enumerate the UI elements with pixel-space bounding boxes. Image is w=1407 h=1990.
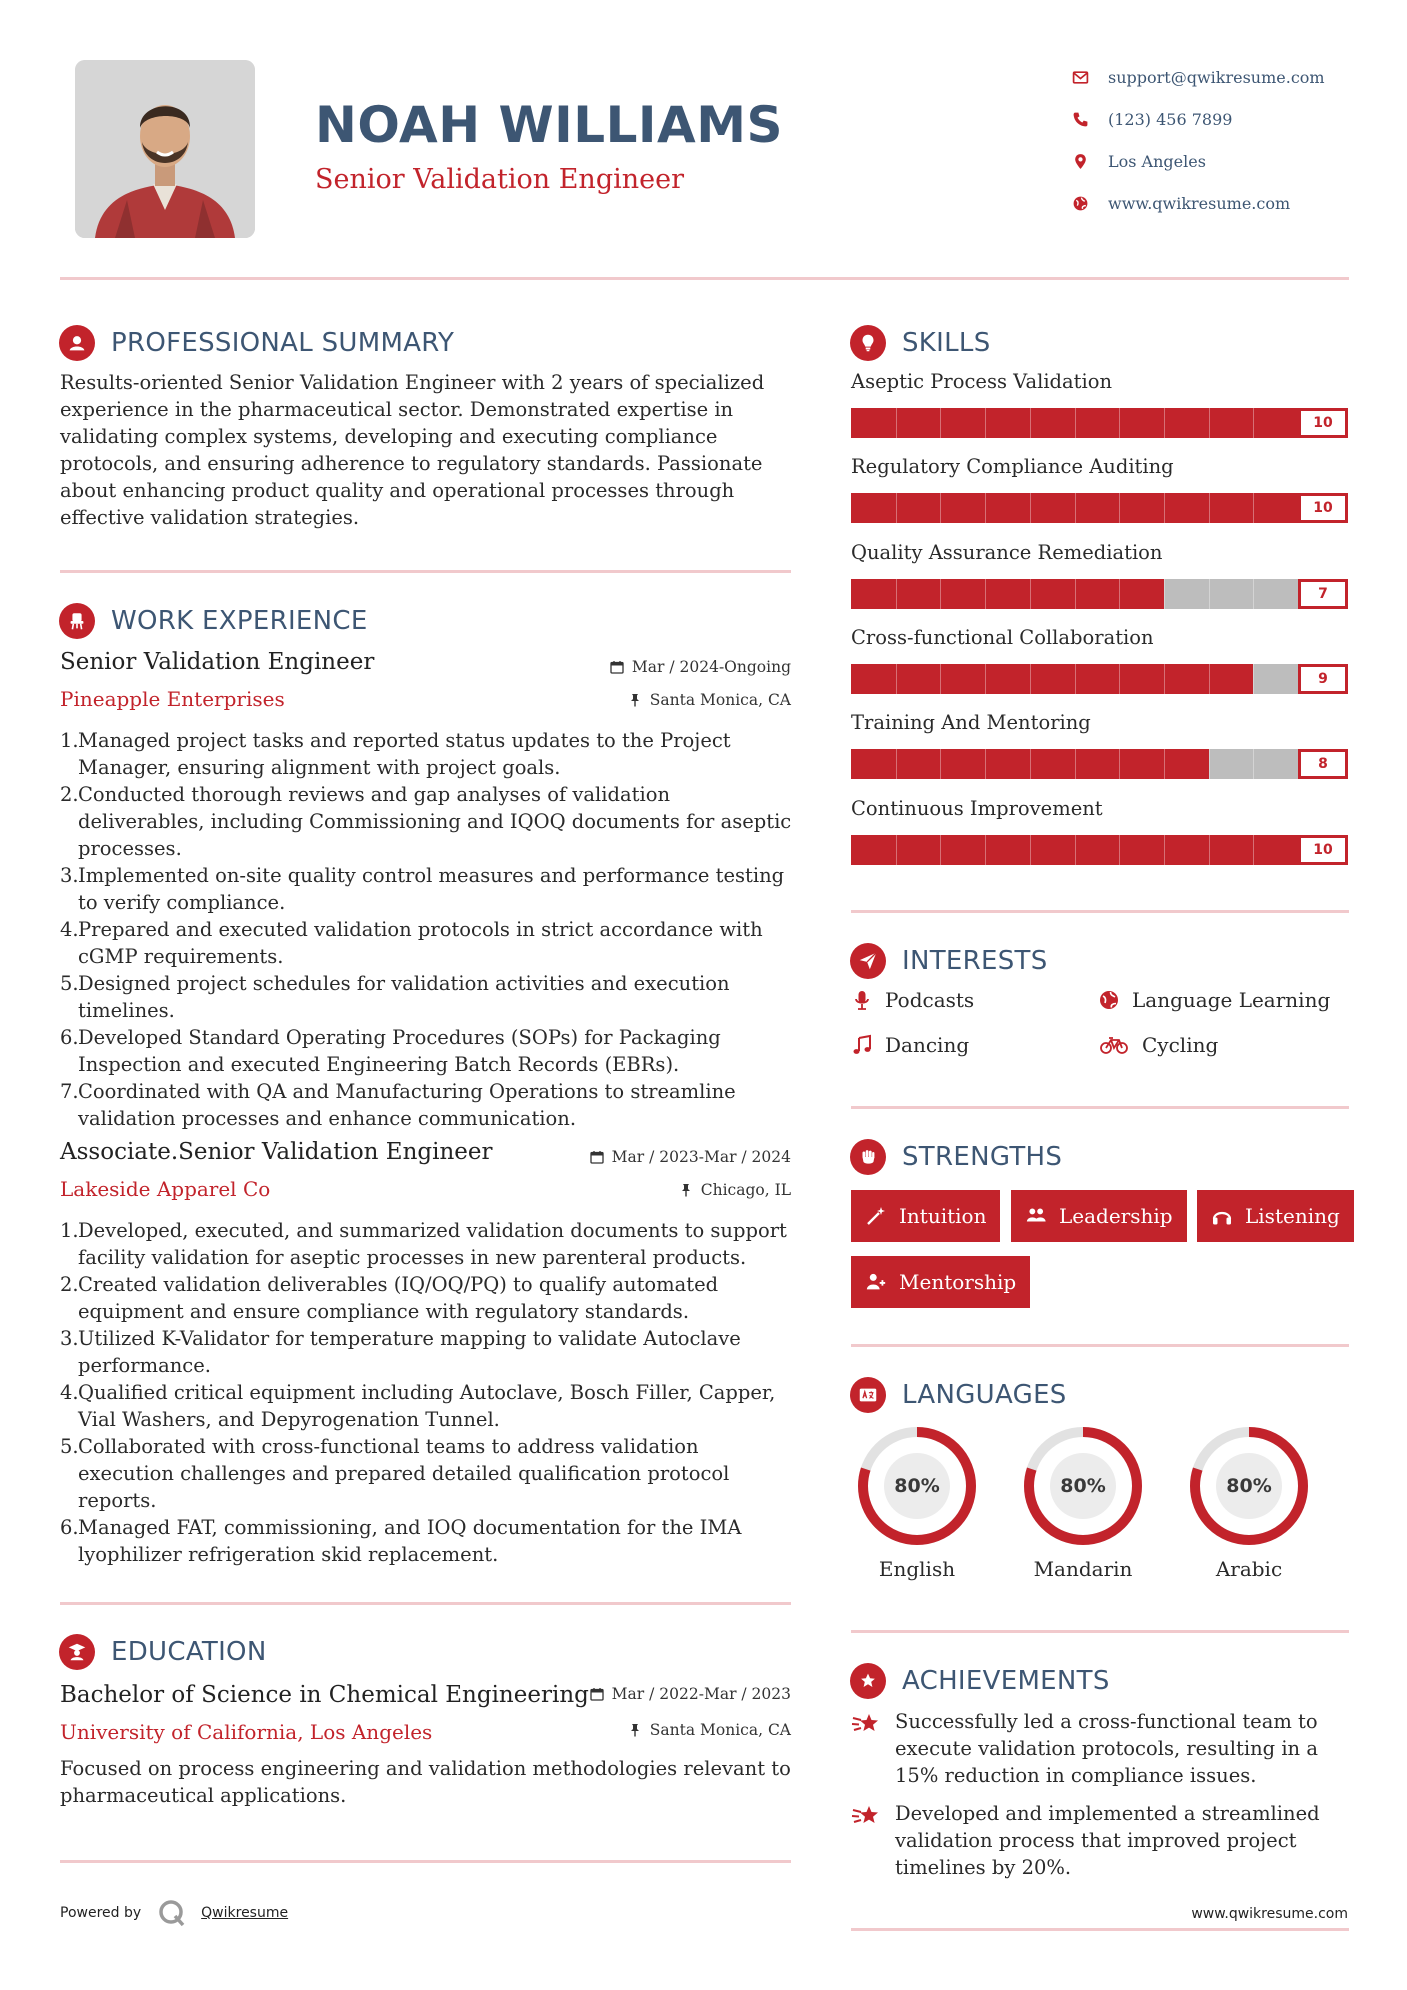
language-percent: 80% bbox=[1060, 1475, 1106, 1497]
skill-item bbox=[851, 370, 1348, 438]
skill-bar bbox=[851, 579, 1348, 609]
candidate-title: Senior Validation Engineer bbox=[315, 164, 684, 195]
skill-bar-fill bbox=[851, 493, 1348, 523]
globe-icon bbox=[1098, 989, 1120, 1011]
star-badge-icon bbox=[857, 1670, 879, 1692]
qwikresume-link[interactable]: Qwikresume bbox=[201, 1905, 289, 1921]
job-title: Senior Validation Engineer bbox=[60, 649, 375, 675]
list-item: Developed Standard Operating Procedures (SOPs) for Packaging Inspection and executed Engineering Batch Records (EBRs). bbox=[78, 1026, 721, 1076]
interest-label: Podcasts bbox=[885, 988, 975, 1012]
calendar-icon bbox=[590, 1687, 604, 1701]
location-icon bbox=[1072, 153, 1089, 170]
skill-bar-fill bbox=[851, 835, 1348, 865]
summary-divider bbox=[60, 570, 791, 573]
skill-bar-segment bbox=[1075, 749, 1076, 779]
strength-label: Leadership bbox=[1059, 1204, 1173, 1228]
skill-bar-segment bbox=[985, 579, 986, 609]
skill-bar-segment bbox=[1209, 493, 1210, 523]
skill-item bbox=[851, 626, 1348, 694]
skill-bar-segment bbox=[940, 664, 941, 694]
contact-website[interactable] bbox=[1072, 182, 1372, 224]
skill-name: Continuous Improvement bbox=[851, 796, 1103, 820]
list-item: Coordinated with QA and Manufacturing Operations to streamline validation processes and enhance communication. bbox=[78, 1080, 736, 1130]
achievement-item bbox=[851, 1708, 1351, 1789]
language-ring bbox=[1022, 1425, 1144, 1547]
language-name: English bbox=[878, 1557, 956, 1581]
skill-bar-segment bbox=[1164, 664, 1165, 694]
skill-bar-segment bbox=[1119, 579, 1120, 609]
contact-list bbox=[1072, 56, 1372, 224]
powered-by-text: Powered by bbox=[60, 1905, 142, 1921]
job-dates bbox=[500, 1148, 791, 1166]
pushpin-icon bbox=[679, 1183, 693, 1197]
skill-name: Training And Mentoring bbox=[851, 711, 1091, 735]
contact-location bbox=[1072, 140, 1372, 182]
skill-bar-segment bbox=[1030, 408, 1031, 438]
strength-chip-mentorship bbox=[851, 1256, 1030, 1308]
language-ring bbox=[856, 1425, 978, 1547]
skill-item bbox=[851, 797, 1348, 865]
skill-bar bbox=[851, 835, 1348, 865]
skill-bar-segment bbox=[940, 408, 941, 438]
skill-bar-segment bbox=[896, 664, 897, 694]
experience-heading: WORK EXPERIENCE bbox=[111, 606, 368, 636]
skill-name: Quality Assurance Remediation bbox=[851, 540, 1163, 564]
experience-divider bbox=[60, 1602, 791, 1605]
list-item: Collaborated with cross-functional teams to address validation execution challenges and prepared detailed qualification protocol reports. bbox=[78, 1435, 730, 1512]
user-circle-icon bbox=[66, 332, 88, 354]
achievements-heading: ACHIEVEMENTS bbox=[902, 1666, 1110, 1696]
skill-bar-segment bbox=[1030, 579, 1031, 609]
skills-divider bbox=[851, 910, 1349, 913]
achievement-text: Developed and implemented a streamlined validation process that improved project timelines by 20%. bbox=[895, 1802, 1320, 1879]
paper-plane-icon bbox=[857, 950, 879, 972]
strengths-divider bbox=[851, 1344, 1349, 1347]
skill-bar-segment bbox=[1119, 749, 1120, 779]
achievement-item bbox=[851, 1800, 1351, 1881]
list-item: Developed, executed, and summarized validation documents to support facility validation for aseptic processes in new parenteral products. bbox=[78, 1219, 787, 1269]
skill-bar-segment bbox=[896, 835, 897, 865]
skill-bar-segment bbox=[1119, 408, 1120, 438]
skill-bar-segment bbox=[1075, 579, 1076, 609]
education-text: Focused on process engineering and validation methodologies relevant to pharmaceutical applications. bbox=[60, 1757, 791, 1807]
summary-section-header bbox=[59, 325, 454, 361]
microphone-icon bbox=[851, 989, 873, 1011]
job-dates-text: Mar / 2023-Mar / 2024 bbox=[611, 1148, 791, 1166]
skill-name: Regulatory Compliance Auditing bbox=[851, 455, 1174, 479]
education-degree: Bachelor of Science in Chemical Engineering bbox=[60, 1682, 589, 1708]
skill-bar-fill bbox=[851, 579, 1164, 609]
skill-bar-segment bbox=[1030, 835, 1031, 865]
job-dates-text: Mar / 2024-Ongoing bbox=[631, 658, 791, 676]
interests-heading: INTERESTS bbox=[902, 946, 1048, 976]
skills-section-header bbox=[850, 325, 991, 361]
chair-icon bbox=[66, 610, 88, 632]
list-item: Conducted thorough reviews and gap analyses of validation deliverables, including Commissioning and IQOQ documents for aseptic processes. bbox=[78, 783, 792, 860]
skill-bar-segment bbox=[1253, 749, 1254, 779]
skill-bar-segment bbox=[1075, 835, 1076, 865]
interests-section-header bbox=[850, 943, 1048, 979]
language-name: Mandarin bbox=[1033, 1557, 1133, 1581]
achievement-text: Successfully led a cross-functional team to execute validation protocols, resulting in a 15% reduction in compliance issues. bbox=[895, 1710, 1318, 1787]
contact-website-text: www.qwikresume.com bbox=[1108, 193, 1291, 213]
job-location-text: Chicago, IL bbox=[700, 1181, 791, 1199]
list-item: Qualified critical equipment including Autoclave, Bosch Filler, Capper, Vial Washers, and Depyrogenation Tunnel. bbox=[78, 1381, 776, 1431]
list-item: Designed project schedules for validation activities and execution timelines. bbox=[78, 972, 730, 1022]
header-divider bbox=[60, 277, 1349, 280]
education-divider bbox=[60, 1860, 791, 1863]
job-company: Lakeside Apparel Co bbox=[60, 1177, 271, 1201]
bicycle-icon bbox=[1098, 1034, 1130, 1056]
education-school: University of California, Los Angeles bbox=[60, 1720, 433, 1744]
skill-item bbox=[851, 455, 1348, 523]
skill-bar-segment bbox=[1253, 579, 1254, 609]
skill-name: Cross-functional Collaboration bbox=[851, 625, 1154, 649]
language-item bbox=[1188, 1425, 1310, 1581]
mail-icon bbox=[1072, 69, 1089, 86]
education-location bbox=[500, 1721, 791, 1739]
skill-score: 7 bbox=[1298, 579, 1348, 609]
phone-icon bbox=[1072, 111, 1089, 128]
language-item bbox=[856, 1425, 978, 1581]
skill-bar-segment bbox=[896, 493, 897, 523]
skill-bar bbox=[851, 408, 1348, 438]
strengths-heading: STRENGTHS bbox=[902, 1142, 1063, 1172]
headphones-icon bbox=[1211, 1205, 1233, 1227]
education-dates-text: Mar / 2022-Mar / 2023 bbox=[611, 1685, 791, 1703]
skill-bar bbox=[851, 749, 1348, 779]
candidate-name: NOAH WILLIAMS bbox=[315, 96, 783, 154]
list-item: Prepared and executed validation protocols in strict accordance with cGMP requirements. bbox=[78, 918, 763, 968]
list-item: Utilized K-Validator for temperature mapping to validate Autoclave performance. bbox=[78, 1327, 741, 1377]
skill-bar-segment bbox=[940, 835, 941, 865]
skill-bar-fill bbox=[851, 408, 1348, 438]
skill-bar-segment bbox=[940, 579, 941, 609]
skill-score: 10 bbox=[1298, 493, 1348, 523]
skill-bar-segment bbox=[1209, 749, 1210, 779]
skill-bar-segment bbox=[985, 835, 986, 865]
language-item bbox=[1022, 1425, 1144, 1581]
skill-bar-segment bbox=[896, 408, 897, 438]
interest-language-learning bbox=[1098, 988, 1330, 1012]
job-bullets bbox=[60, 727, 795, 1132]
skill-bar bbox=[851, 664, 1348, 694]
skill-bar-segment bbox=[1164, 408, 1165, 438]
language-ring bbox=[1188, 1425, 1310, 1547]
skill-score: 10 bbox=[1298, 835, 1348, 865]
list-item: Created validation deliverables (IQ/OQ/PQ) to qualify automated equipment and ensure compliance with regulatory standards. bbox=[78, 1273, 719, 1323]
strength-label: Intuition bbox=[899, 1204, 987, 1228]
skill-score: 9 bbox=[1298, 664, 1348, 694]
education-heading: EDUCATION bbox=[111, 1637, 267, 1667]
contact-email-text: support@qwikresume.com bbox=[1108, 67, 1325, 87]
pushpin-icon bbox=[628, 1723, 642, 1737]
skill-bar-segment bbox=[1253, 493, 1254, 523]
list-item: Managed FAT, commissioning, and IOQ documentation for the IMA lyophilizer refrigeration skid replacement. bbox=[78, 1516, 742, 1566]
skill-bar-segment bbox=[985, 493, 986, 523]
achievements-section-header bbox=[850, 1663, 1110, 1699]
magic-wand-icon bbox=[865, 1205, 887, 1227]
skill-bar-segment bbox=[985, 749, 986, 779]
interest-cycling bbox=[1098, 1033, 1218, 1057]
skill-bar-segment bbox=[1209, 579, 1210, 609]
interest-label: Cycling bbox=[1142, 1033, 1219, 1057]
languages-divider bbox=[851, 1630, 1349, 1633]
job-company: Pineapple Enterprises bbox=[60, 687, 285, 711]
skill-score: 8 bbox=[1298, 749, 1348, 779]
footer-powered-by bbox=[60, 1898, 288, 1928]
interest-dancing bbox=[851, 1033, 969, 1057]
list-item: Managed project tasks and reported status updates to the Project Manager, ensuring alignment with project goals. bbox=[78, 729, 731, 779]
footer-divider bbox=[851, 1928, 1349, 1931]
skill-score: 10 bbox=[1298, 408, 1348, 438]
skill-bar-segment bbox=[1209, 835, 1210, 865]
skill-bar-segment bbox=[985, 408, 986, 438]
graduate-icon bbox=[66, 1641, 88, 1663]
translate-icon bbox=[857, 1384, 879, 1406]
pushpin-icon bbox=[628, 693, 642, 707]
skill-bar-segment bbox=[1030, 749, 1031, 779]
skill-bar-segment bbox=[1030, 664, 1031, 694]
user-plus-icon bbox=[865, 1271, 887, 1293]
education-location-text: Santa Monica, CA bbox=[649, 1721, 791, 1739]
shooting-star-icon bbox=[851, 1710, 883, 1738]
skill-bar-segment bbox=[1119, 493, 1120, 523]
summary-heading: PROFESSIONAL SUMMARY bbox=[111, 328, 455, 358]
job-dates bbox=[500, 658, 791, 676]
strength-chip-listening bbox=[1197, 1190, 1354, 1242]
qwikresume-logo-icon bbox=[157, 1898, 187, 1928]
fist-icon bbox=[857, 1146, 879, 1168]
skill-bar-segment bbox=[1075, 493, 1076, 523]
skill-bar-fill bbox=[851, 664, 1253, 694]
languages-heading: LANGUAGES bbox=[902, 1380, 1067, 1410]
strength-chip-leadership bbox=[1011, 1190, 1187, 1242]
job-location bbox=[500, 691, 791, 709]
calendar-icon bbox=[610, 660, 624, 674]
contact-location-text: Los Angeles bbox=[1108, 151, 1206, 171]
contact-phone-text: (123) 456 7899 bbox=[1108, 109, 1233, 129]
interest-label: Dancing bbox=[885, 1033, 970, 1057]
skill-bar-segment bbox=[1253, 835, 1254, 865]
skill-bar-segment bbox=[1075, 664, 1076, 694]
strength-chip-intuition bbox=[851, 1190, 1000, 1242]
language-percent: 80% bbox=[1226, 1475, 1272, 1497]
skill-bar-segment bbox=[1119, 664, 1120, 694]
skill-item bbox=[851, 541, 1348, 609]
contact-email[interactable] bbox=[1072, 56, 1372, 98]
education-dates bbox=[500, 1685, 791, 1703]
footer-url[interactable]: www.qwikresume.com bbox=[1191, 1906, 1348, 1922]
strength-label: Listening bbox=[1245, 1204, 1340, 1228]
job-location bbox=[500, 1181, 791, 1199]
skill-bar bbox=[851, 493, 1348, 523]
skill-bar-segment bbox=[985, 664, 986, 694]
globe-icon bbox=[1072, 195, 1089, 212]
skill-bar-segment bbox=[896, 579, 897, 609]
education-section-header bbox=[59, 1634, 267, 1670]
job-location-text: Santa Monica, CA bbox=[649, 691, 791, 709]
skill-bar-segment bbox=[1164, 493, 1165, 523]
skill-bar-segment bbox=[940, 493, 941, 523]
language-name: Arabic bbox=[1215, 1557, 1283, 1581]
shooting-star-icon bbox=[851, 1802, 883, 1830]
skill-bar-segment bbox=[896, 749, 897, 779]
interest-label: Language Learning bbox=[1132, 988, 1331, 1012]
skill-bar-segment bbox=[1119, 835, 1120, 865]
interest-podcasts bbox=[851, 988, 974, 1012]
skill-bar-segment bbox=[1209, 408, 1210, 438]
skill-bar-segment bbox=[940, 749, 941, 779]
skill-bar-segment bbox=[1253, 408, 1254, 438]
lightbulb-icon bbox=[857, 332, 879, 354]
skills-heading: SKILLS bbox=[902, 328, 991, 358]
interests-divider bbox=[851, 1106, 1349, 1109]
strengths-section-header bbox=[850, 1139, 1062, 1175]
skill-item bbox=[851, 711, 1348, 779]
skill-bar-segment bbox=[1253, 664, 1254, 694]
languages-section-header bbox=[850, 1377, 1067, 1413]
profile-photo bbox=[75, 60, 255, 238]
summary-text: Results-oriented Senior Validation Engineer with 2 years of specialized experience in the pharmaceutical sector. Demonstrated expertise in validating complex systems, developing and executing compliance protocols, and ensuring adherence to regulatory standards. Passionate about enhancing product quality and operational processes through effective validation strategies. bbox=[60, 371, 765, 529]
contact-phone[interactable] bbox=[1072, 98, 1372, 140]
music-note-icon bbox=[851, 1034, 873, 1056]
person-photo-icon bbox=[75, 60, 255, 238]
skill-bar-segment bbox=[1030, 493, 1031, 523]
list-item: Implemented on-site quality control measures and performance testing to verify compliance. bbox=[78, 864, 785, 914]
strength-label: Mentorship bbox=[899, 1270, 1017, 1294]
skill-bar-segment bbox=[1164, 579, 1165, 609]
experience-section-header bbox=[59, 603, 368, 639]
language-percent: 80% bbox=[894, 1475, 940, 1497]
calendar-icon bbox=[590, 1150, 604, 1164]
skill-bar-segment bbox=[1209, 664, 1210, 694]
skill-bar-segment bbox=[1075, 408, 1076, 438]
skill-bar-segment bbox=[1164, 749, 1165, 779]
users-icon bbox=[1025, 1205, 1047, 1227]
skill-bar-segment bbox=[1164, 835, 1165, 865]
job-bullets bbox=[60, 1217, 800, 1568]
skill-name: Aseptic Process Validation bbox=[851, 370, 1113, 393]
job-title: Associate.Senior Validation Engineer bbox=[60, 1139, 493, 1165]
